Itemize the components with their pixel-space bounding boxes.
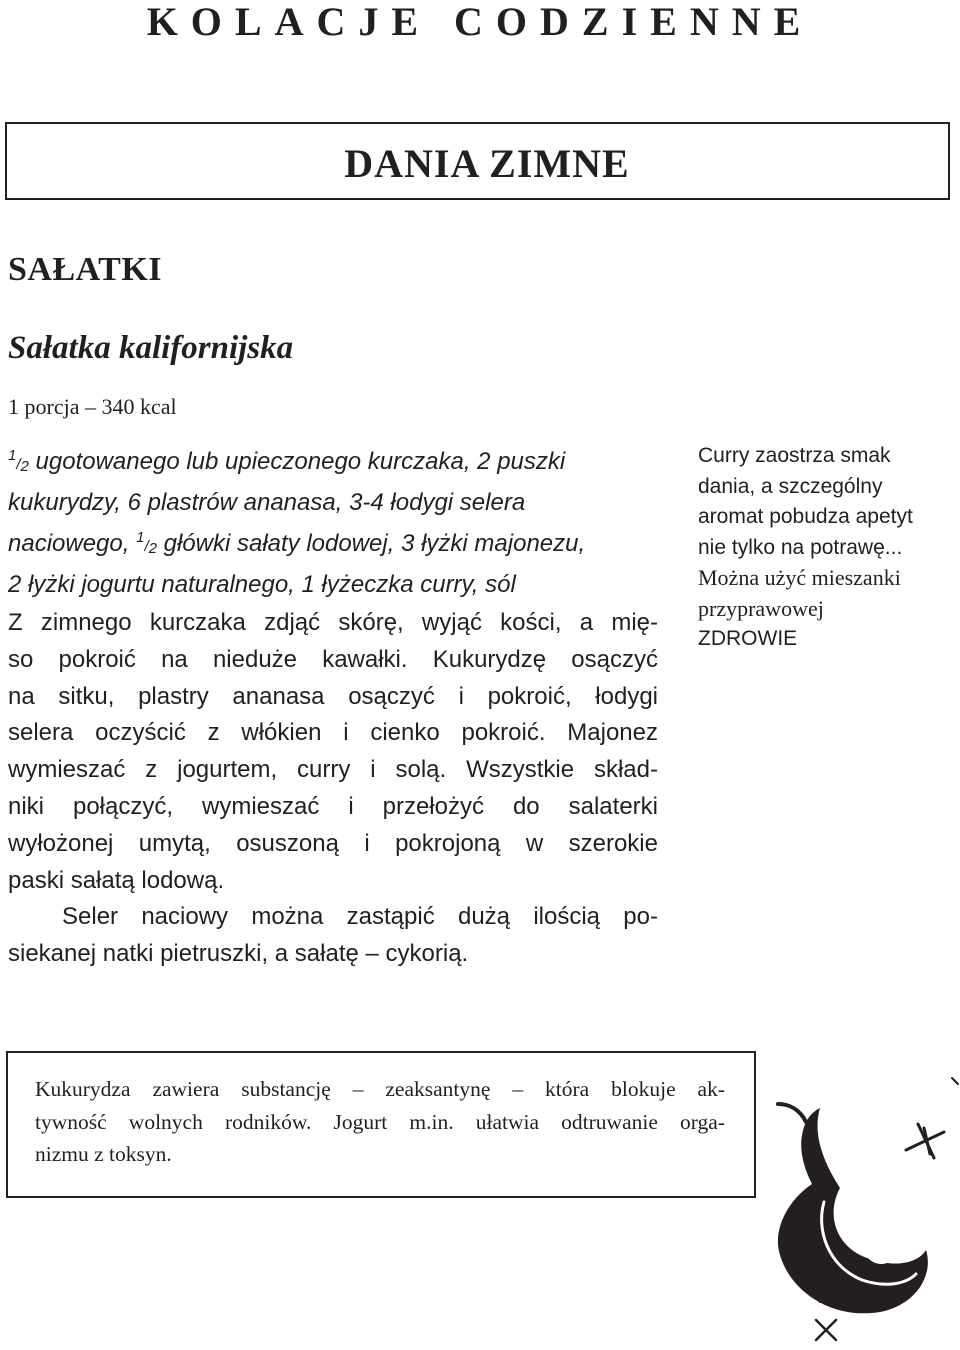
ingredients-text: naciowego,	[8, 530, 130, 557]
star-icon	[906, 1124, 944, 1158]
sidebar-note-line: aromat pobudza apetyt	[698, 505, 913, 528]
tip-line: siekanej natki pietruszki, a sałatę – cykorią.	[8, 940, 469, 968]
method-line: selera oczyścić z włókien i cienko pokroić. Majonez	[8, 719, 658, 747]
ingredients-text: główki sałaty lodowej, 3 łyżki majonezu,	[163, 530, 586, 557]
category-title: SAŁATKI	[8, 251, 163, 288]
method-text	[8, 605, 658, 973]
sidebar-note	[698, 441, 958, 655]
method-line: wymieszać z jogurtem, curry i solą. Wszystkie skład-	[8, 756, 658, 784]
method-line: na sitku, plastry ananasa osączyć i pokroić, łodygi	[8, 682, 658, 710]
fraction-numerator: 1	[8, 447, 17, 464]
method-line: so pokroić na nieduże kawałki. Kukurydzę osączyć	[8, 645, 658, 673]
sidebar-note-line: dania, a szczególny	[698, 474, 883, 498]
method-line: niki połączyć, wymieszać i przełożyć do salaterki	[8, 792, 658, 820]
star-icon	[816, 1320, 836, 1340]
sidebar-note-line: Można użyć mieszanki	[698, 565, 901, 590]
page-header	[0, 0, 960, 44]
section-title-box	[5, 122, 950, 200]
tip-line: Seler naciowy można zastąpić dużą ilością po-	[62, 903, 658, 931]
crescent-moon-shape	[778, 1181, 928, 1313]
fraction-slash: /	[144, 538, 149, 555]
fraction-slash: /	[16, 456, 21, 473]
sidebar-note-line: przyprawowej	[698, 595, 824, 621]
ingredients-line	[8, 520, 663, 567]
method-line: paski sałatą lodową.	[8, 866, 225, 894]
info-box-line: tywność wolnych rodników. Jogurt m.in. ułatwia odtruwanie orga-	[35, 1109, 725, 1134]
fraction-denominator: 2	[148, 540, 157, 557]
method-line: wyłożonej umytą, osuszoną i pokrojoną w szerokie	[8, 829, 658, 857]
crescent-moon-with-stars-icon	[720, 1070, 960, 1350]
sidebar-note-line: nie tylko na potrawę...	[698, 535, 903, 559]
fraction-denominator: 2	[20, 458, 29, 475]
fraction-numerator: 1	[136, 529, 145, 546]
ingredients-line: 2 łyżki jogurtu naturalnego, 1 łyżeczka curry, sól	[8, 570, 516, 598]
sidebar-note-line: ZDROWIE	[698, 627, 798, 650]
info-box	[6, 1051, 756, 1198]
info-box-line: nizmu z toksyn.	[35, 1142, 172, 1166]
method-line: Z zimnego kurczaka zdjąć skórę, wyjąć kości, a mię-	[8, 609, 658, 636]
info-box-line: Kukurydza zawiera substancję – zeaksantynę – która blokuje ak-	[35, 1077, 725, 1101]
recipe-title: Sałatka kalifornijska	[8, 330, 294, 366]
info-box-text	[35, 1073, 725, 1171]
ingredients-text: ugotowanego lub upieczonego kurczaka, 2 puszki	[35, 448, 566, 475]
ingredients-line	[8, 438, 663, 485]
portion-info: 1 porcja – 340 kcal	[8, 394, 177, 419]
section-title: DANIA ZIMNE	[344, 141, 630, 186]
page-header-title: KOLACJE CODZIENNE	[146, 0, 814, 44]
sidebar-note-line: Curry zaostrza smak	[698, 444, 891, 467]
star-icon	[952, 1078, 958, 1084]
ingredients-line: kukurydzy, 6 plastrów ananasa, 3-4 łodygi selera	[8, 488, 526, 516]
ingredients-list	[8, 438, 663, 602]
